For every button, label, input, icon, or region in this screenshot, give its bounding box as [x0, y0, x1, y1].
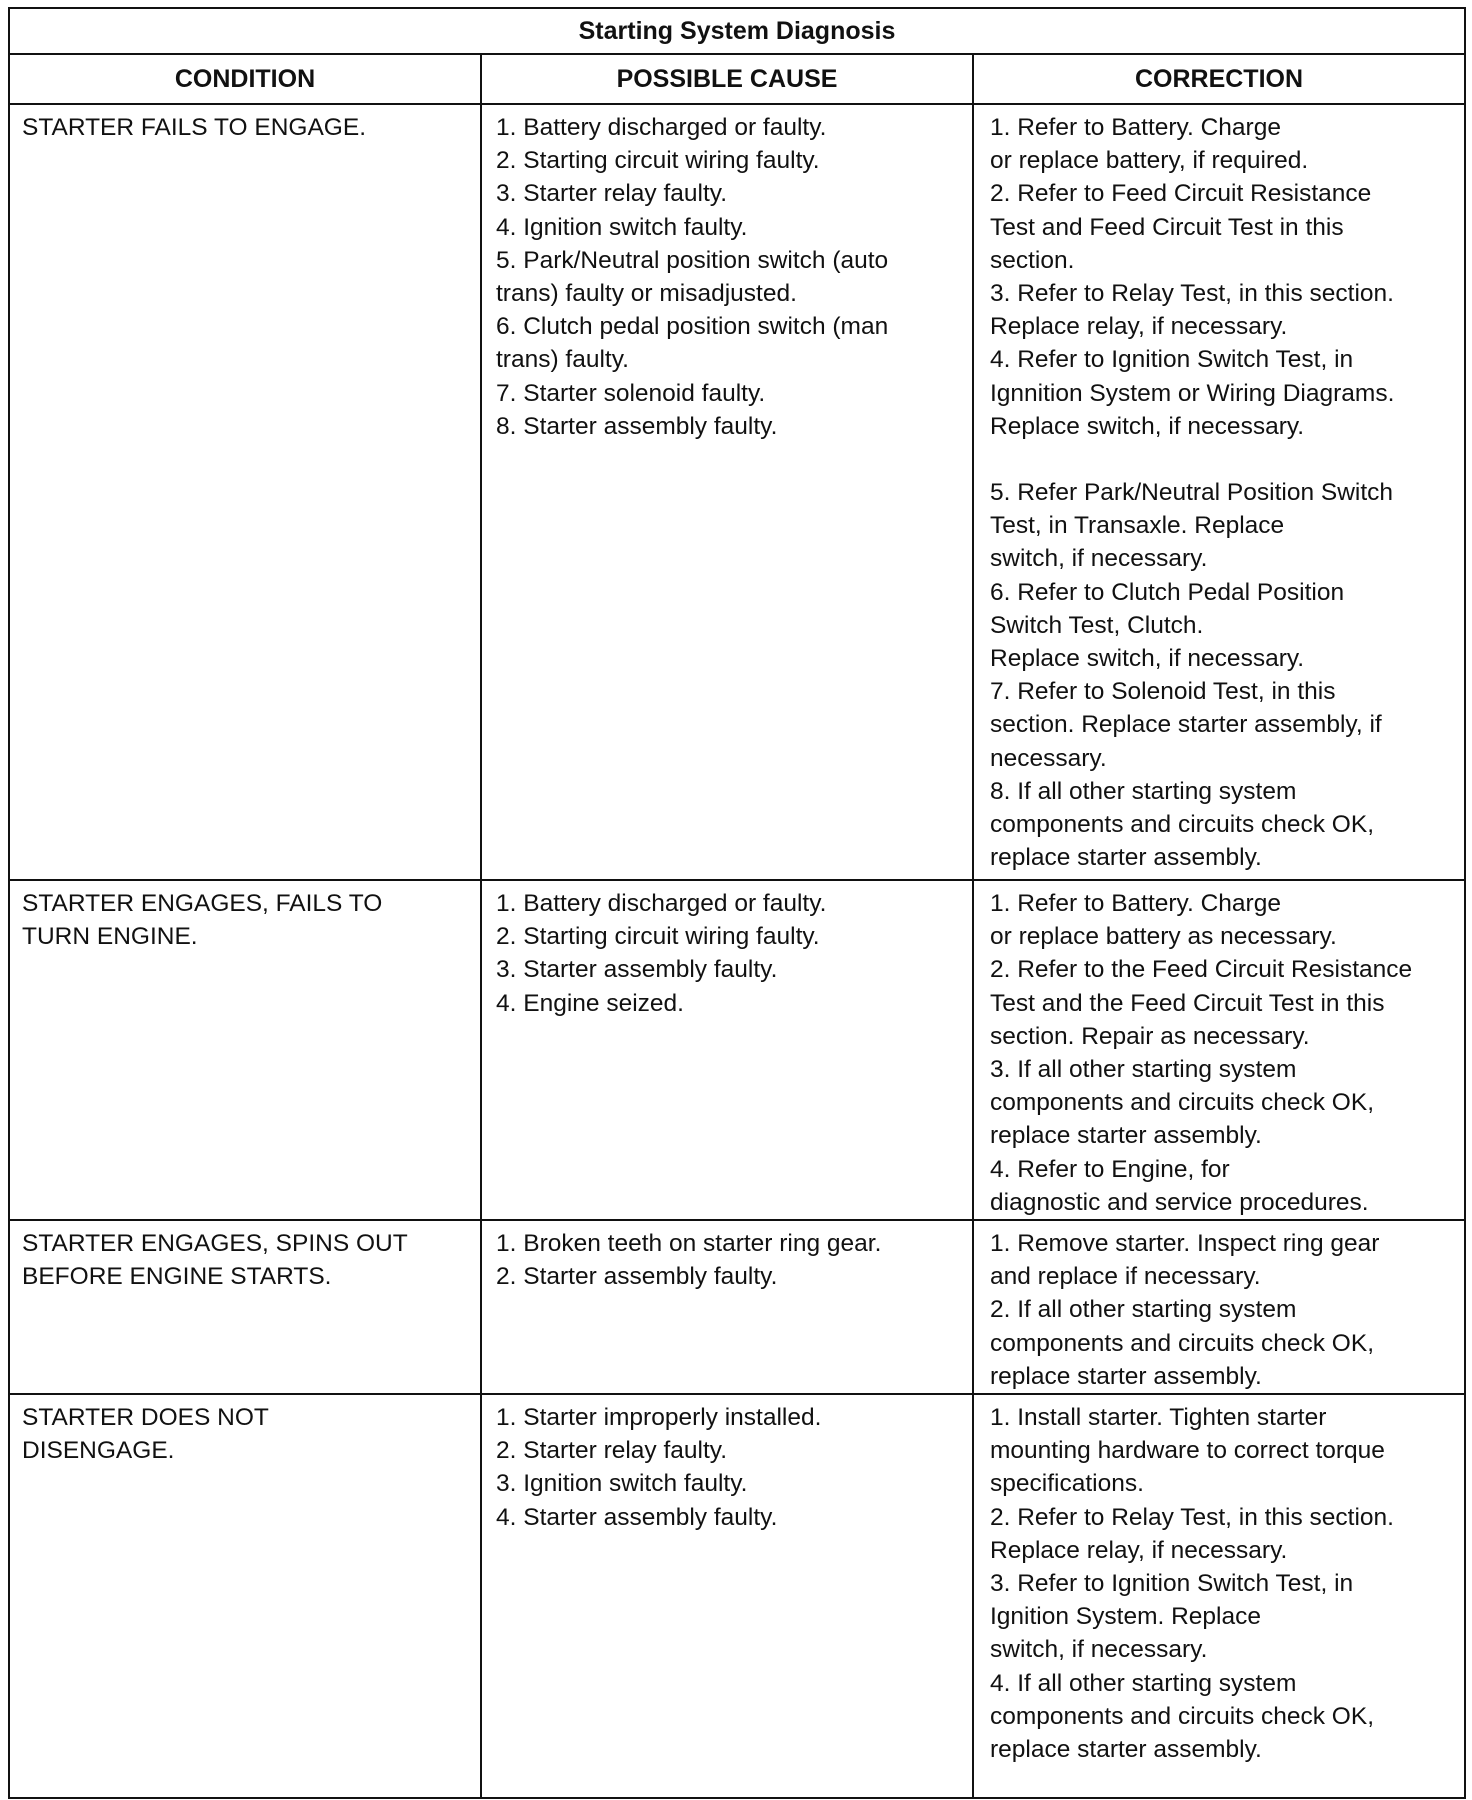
correction-line: Test and the Feed Circuit Test in this: [990, 989, 1385, 1017]
cause-line: 4. Ignition switch faulty.: [496, 213, 748, 241]
cause-line: 1. Battery discharged or faulty.: [496, 114, 827, 141]
condition-cell: [9, 1220, 481, 1394]
cause-cell: [481, 1220, 973, 1394]
condition-text: DISENGAGE.: [22, 1437, 175, 1465]
cause-line: 7. Starter solenoid faulty.: [496, 379, 766, 407]
correction-line: replace starter assembly.: [990, 844, 1262, 872]
cause-cell: [481, 1394, 973, 1798]
correction-line: section. Replace starter assembly, if: [990, 711, 1382, 739]
condition-text: TURN ENGINE.: [22, 923, 198, 951]
correction-line: or replace battery as necessary.: [990, 923, 1337, 951]
correction-cell: [973, 104, 1465, 880]
correction-line: switch, if necessary.: [990, 545, 1208, 573]
correction-line: 2. Refer to Feed Circuit Resistance: [990, 180, 1372, 208]
cause-line: 1. Starter improperly installed.: [496, 1404, 822, 1432]
correction-line: 3. Refer to Relay Test, in this section.: [990, 280, 1394, 308]
condition-text: STARTER ENGAGES, SPINS OUT: [22, 1230, 408, 1258]
correction-line: 1. Install starter. Tighten starter: [990, 1404, 1327, 1432]
correction-line: 4. If all other starting system: [990, 1669, 1297, 1697]
correction-line: specifications.: [990, 1470, 1144, 1498]
cause-line: 4. Starter assembly faulty.: [496, 1503, 778, 1531]
correction-line: 4. Refer to Ignition Switch Test, in: [990, 346, 1354, 374]
correction-line: 6. Refer to Clutch Pedal Position: [990, 578, 1345, 606]
correction-line: components and circuits check OK,: [990, 811, 1375, 839]
diagnosis-table: [8, 7, 1466, 1799]
correction-cell: [973, 880, 1465, 1220]
correction-line: necessary.: [990, 744, 1107, 772]
correction-line: 3. Refer to Ignition Switch Test, in: [990, 1570, 1354, 1598]
correction-cell: [973, 1394, 1465, 1798]
cause-line: trans) faulty or misadjusted.: [496, 280, 797, 308]
cause-line: 4. Engine seized.: [496, 989, 684, 1017]
table-row: [9, 1394, 1465, 1798]
correction-line: Replace relay, if necessary.: [990, 1536, 1288, 1564]
cause-cell: [481, 880, 973, 1220]
table-title: Starting System Diagnosis: [9, 8, 1465, 54]
correction-line: 3. If all other starting system: [990, 1056, 1297, 1084]
correction-line: mounting hardware to correct torque: [990, 1437, 1385, 1465]
condition-cell: [9, 880, 481, 1220]
cause-line: 3. Ignition switch faulty.: [496, 1470, 748, 1498]
correction-line: section. Repair as necessary.: [990, 1022, 1310, 1050]
condition-text: STARTER FAILS TO ENGAGE.: [22, 114, 367, 141]
blank-line: [990, 443, 1460, 476]
correction-line: replace starter assembly.: [990, 1362, 1262, 1390]
cause-line: 5. Park/Neutral position switch (auto: [496, 246, 889, 274]
correction-line: Replace relay, if necessary.: [990, 313, 1288, 341]
correction-line: Test, in Transaxle. Replace: [990, 512, 1285, 540]
correction-line: and replace if necessary.: [990, 1263, 1261, 1291]
header-correction: CORRECTION: [973, 54, 1465, 104]
correction-line: 4. Refer to Engine, for: [990, 1155, 1230, 1183]
correction-line: 5. Refer Park/Neutral Position Switch: [990, 479, 1394, 507]
condition-cell: [9, 104, 481, 880]
cause-line: 3. Starter relay faulty.: [496, 180, 728, 208]
table-row: [9, 880, 1465, 1220]
cause-line: 8. Starter assembly faulty.: [496, 412, 778, 440]
condition-cell: [9, 1394, 481, 1798]
table-row: [9, 104, 1465, 880]
correction-line: 1. Refer to Battery. Charge: [990, 890, 1281, 917]
correction-line: 1. Refer to Battery. Charge: [990, 114, 1281, 141]
correction-cell: [973, 1220, 1465, 1394]
correction-line: Switch Test, Clutch.: [990, 611, 1204, 639]
cause-line: 2. Starting circuit wiring faulty.: [496, 923, 820, 951]
cause-line: 1. Battery discharged or faulty.: [496, 890, 827, 917]
header-possible-cause: POSSIBLE CAUSE: [481, 54, 973, 104]
correction-line: components and circuits check OK,: [990, 1702, 1375, 1730]
correction-line: diagnostic and service procedures.: [990, 1188, 1369, 1216]
cause-line: 2. Starter relay faulty.: [496, 1437, 728, 1465]
correction-line: 2. Refer to Relay Test, in this section.: [990, 1503, 1394, 1531]
correction-line: 1. Remove starter. Inspect ring gear: [990, 1230, 1380, 1258]
condition-text: BEFORE ENGINE STARTS.: [22, 1263, 332, 1291]
correction-line: 2. If all other starting system: [990, 1296, 1297, 1324]
correction-line: or replace battery, if required.: [990, 147, 1309, 175]
correction-line: Ignnition System or Wiring Diagrams.: [990, 379, 1395, 407]
correction-line: 2. Refer to the Feed Circuit Resistance: [990, 956, 1413, 984]
condition-text: STARTER ENGAGES, FAILS TO: [22, 890, 383, 917]
cause-line: trans) faulty.: [496, 346, 629, 374]
cause-line: 2. Starting circuit wiring faulty.: [496, 147, 820, 175]
correction-line: replace starter assembly.: [990, 1736, 1262, 1764]
correction-line: replace starter assembly.: [990, 1122, 1262, 1150]
correction-line: section.: [990, 246, 1075, 274]
header-condition: CONDITION: [9, 54, 481, 104]
cause-line: 1. Broken teeth on starter ring gear.: [496, 1230, 882, 1258]
table-row: [9, 1220, 1465, 1394]
cause-line: 2. Starter assembly faulty.: [496, 1263, 778, 1291]
correction-line: Test and Feed Circuit Test in this: [990, 213, 1344, 241]
correction-line: components and circuits check OK,: [990, 1329, 1375, 1357]
cause-line: 3. Starter assembly faulty.: [496, 956, 778, 984]
correction-line: 8. If all other starting system: [990, 777, 1297, 805]
correction-line: switch, if necessary.: [990, 1636, 1208, 1664]
correction-line: 7. Refer to Solenoid Test, in this: [990, 678, 1336, 706]
cause-line: 6. Clutch pedal position switch (man: [496, 313, 889, 341]
correction-line: Ignition System. Replace: [990, 1603, 1261, 1631]
correction-line: Replace switch, if necessary.: [990, 412, 1305, 440]
correction-line: Replace switch, if necessary.: [990, 645, 1305, 673]
condition-text: STARTER DOES NOT: [22, 1404, 269, 1432]
cause-cell: [481, 104, 973, 880]
correction-line: components and circuits check OK,: [990, 1089, 1375, 1117]
